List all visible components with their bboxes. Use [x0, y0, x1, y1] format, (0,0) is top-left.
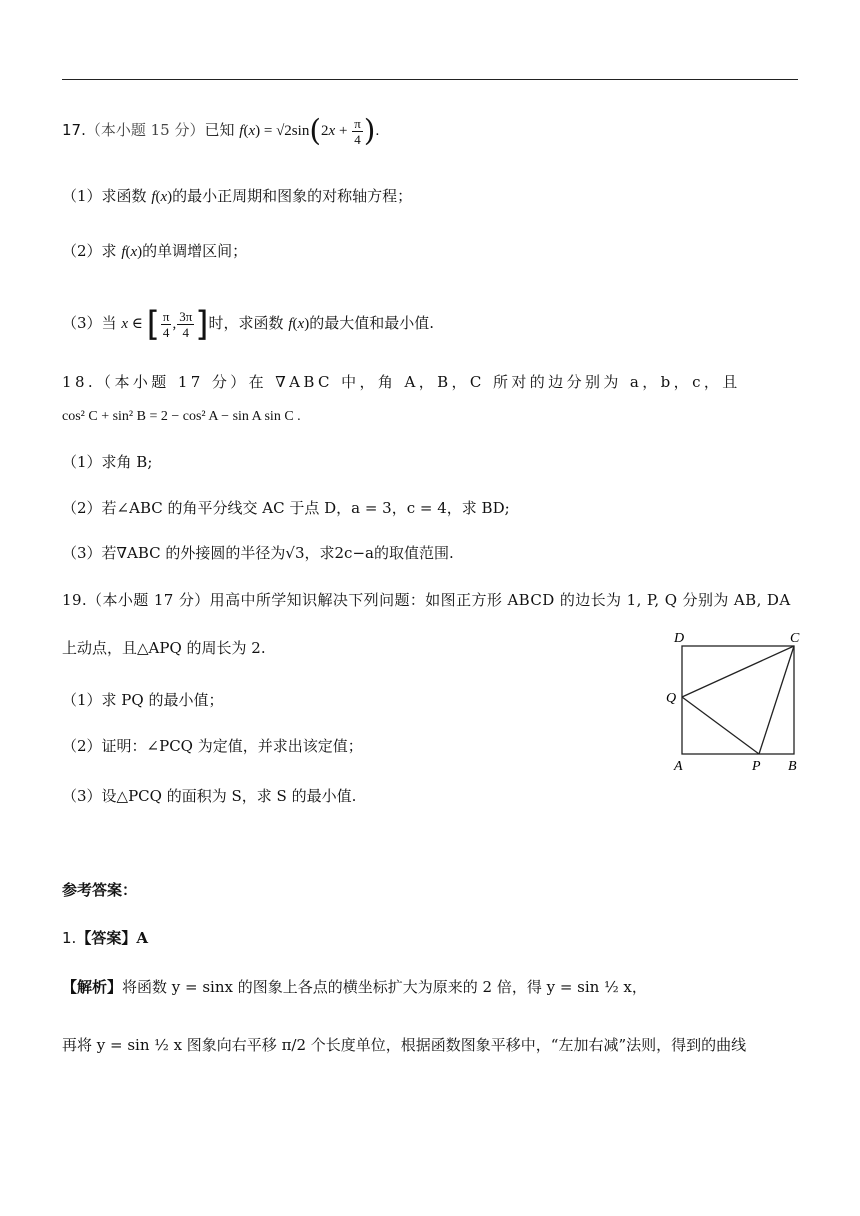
answers-heading: 参考答案： [62, 881, 138, 899]
q18-part2: （2）若∠ABC 的角平分线交 AC 于点 D，a = 3，c = 4，求 BD; [62, 499, 510, 517]
q19-stem: 19.（本小题 17 分）用高中所学知识解决下列问题：如图正方形 ABCD 的边长为 1, P, Q 分别为 AB, DA [62, 591, 791, 609]
segment-qp [682, 697, 759, 754]
segment-pc [759, 646, 794, 754]
q17-stem: 17.（本小题 15 分）已知 f(x) = √2sin(2x + $\frac{\pi}{4}$ ). [62, 113, 380, 149]
header-rule [62, 79, 798, 80]
label-q: Q [666, 691, 677, 706]
q19-part2: （2）证明：∠PCQ 为定值，并求出该定值； [62, 737, 363, 755]
q19-part1: （1）求 PQ 的最小值； [62, 691, 224, 709]
answer-1: 1.【答案】A [62, 929, 148, 947]
segment-qc [682, 646, 794, 697]
q18-condition: cos² C + sin² B = 2 − cos² A − sin A sin C . [62, 409, 301, 424]
label-a: A [674, 759, 683, 774]
label-p: P [752, 759, 761, 774]
square-geometry-figure [662, 628, 812, 778]
q18-part3: （3）若∇ABC 的外接圆的半径为√3，求2c−a的取值范围. [62, 544, 454, 562]
q18-stem: 18.（本小题 17 分）在 ∇ABC 中，角 A，B，C 所对的边分别为 a，b，c，且 [62, 373, 741, 391]
q17-part3: （3）当 x ∈ [ $\frac{\pi}{4}$ , $\frac{3\pi}{4}$ ]时，求函数 f(x)的最大值和最小值. [62, 304, 434, 345]
q19-stem-line2: 上动点，且△APQ 的周长为 2. [62, 639, 266, 657]
label-c: C [790, 631, 800, 646]
q18-part1: （1）求角 B; [62, 453, 153, 471]
q17-function: f(x) = √2sin(2x + $\frac{\pi}{4}$ ). [239, 113, 380, 149]
answer-1-explanation-line2: 再将 y = sin ½ x 图象向右平移 π/2 个长度单位，根据函数图象平移中，“左加右减”法则，得到的曲线 [62, 1036, 747, 1054]
q19-part3: （3）设△PCQ 的面积为 S，求 S 的最小值. [62, 787, 357, 805]
q17-interval: x ∈ [ $\frac{\pi}{4}$ , $\frac{3\pi}{4}$ ] [121, 304, 209, 345]
label-d: D [674, 631, 685, 646]
answer-1-explanation: 【解析】将函数 y = sinx 的图象上各点的横坐标扩大为原来的 2 倍，得 y = sin ½ x， [62, 978, 647, 996]
q17-part1: （1）求函数 f(x)的最小正周期和图象的对称轴方程； [62, 187, 413, 205]
q17-part2: （2）求 f(x)的单调增区间； [62, 242, 248, 260]
label-b: B [788, 759, 797, 774]
